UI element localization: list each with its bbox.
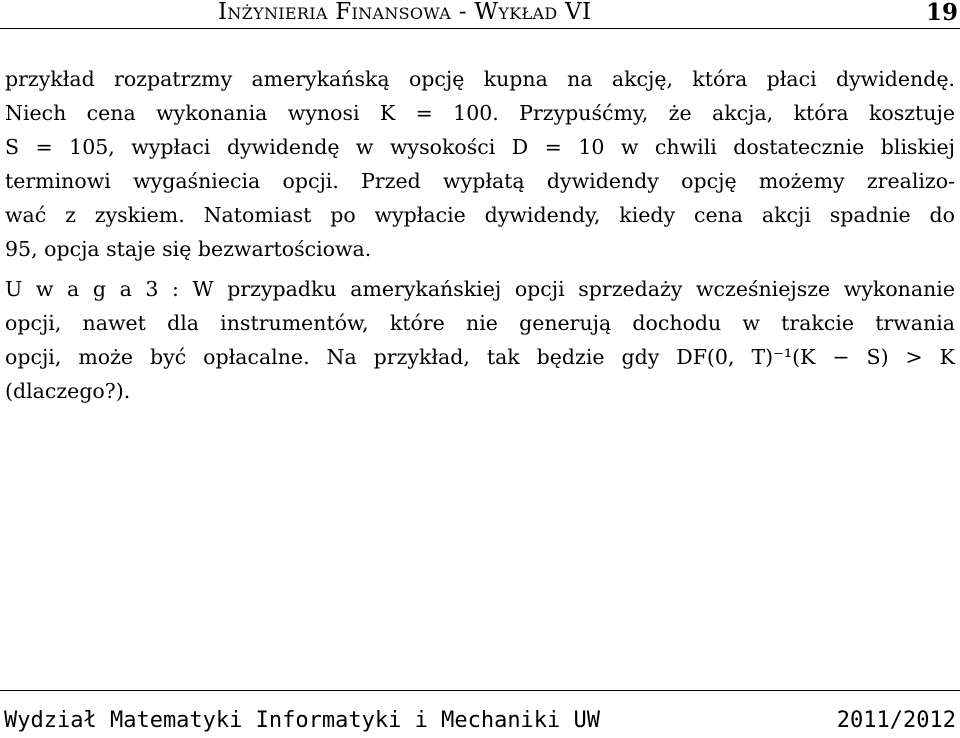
header-title: Inżynieria Finansowa - Wykład VI (218, 0, 592, 25)
text-line: wać z zyskiem. Natomiast po wypłacie dywidendy, kiedy cena akcji spadnie do (5, 203, 955, 227)
text-line: opcji, nawet dla instrumentów, które nie generują dochodu w trakcie trwania (5, 311, 955, 335)
body-text (5, 62, 955, 408)
page-header (0, 0, 960, 29)
paragraph-2-remark (5, 272, 955, 408)
text-line: Niech cena wykonania wynosi K = 100. Przypuśćmy, że akcja, która kosztuje (5, 101, 955, 125)
page-number: 19 (925, 0, 958, 26)
footer-institution: Wydział Matematyki Informatyki i Mechaniki UW (4, 708, 601, 733)
footer-divider (0, 690, 960, 691)
text-line: opcji, może być opłacalne. Na przykład, tak będzie gdy DF(0, T)⁻¹(K − S) > K (5, 345, 955, 369)
text-line: przykład rozpatrzmy amerykańską opcję kupna na akcję, która płaci dywidendę. (5, 67, 955, 91)
text-line: U w a g a 3 : W przypadku amerykańskiej opcji sprzedaży wcześniejsze wykonanie (5, 277, 955, 301)
text-line: terminowi wygaśniecia opcji. Przed wypłatą dywidendy opcję możemy zrealizo- (5, 169, 955, 193)
text-line: 95, opcja staje się bezwartościowa. (5, 237, 372, 261)
text-line: (dlaczego?). (5, 379, 131, 403)
text-line: S = 105, wypłaci dywidendę w wysokości D = 10 w chwili dostatecznie bliskiej (5, 135, 955, 159)
footer-year: 2011/2012 (836, 708, 956, 733)
paragraph-1 (5, 62, 955, 266)
